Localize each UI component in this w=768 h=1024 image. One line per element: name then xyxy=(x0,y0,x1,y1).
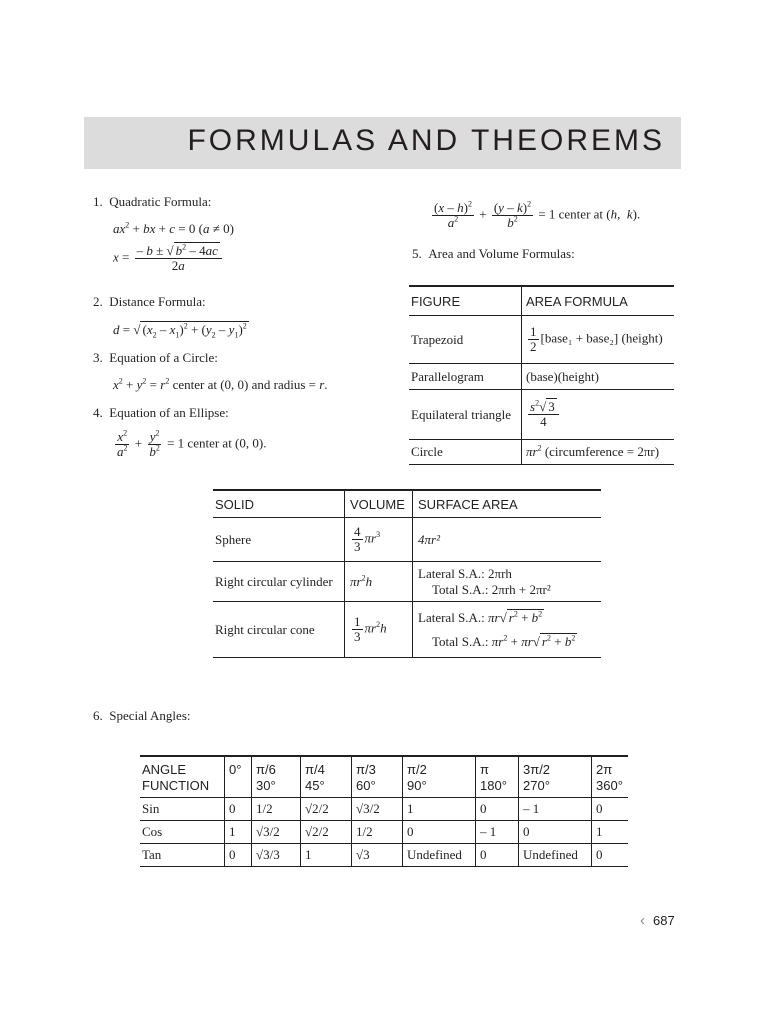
angle-deg: 60° xyxy=(356,778,376,793)
angle-rad: π/2 xyxy=(407,762,427,777)
value-cell: √3/2 xyxy=(352,798,403,821)
table-header-row xyxy=(409,286,674,316)
chevron-left-icon: ‹ xyxy=(640,912,645,929)
value-cell: 0 xyxy=(592,798,629,821)
item-number: 5. xyxy=(412,246,422,261)
value-cell: √3 xyxy=(352,844,403,867)
column-header: VOLUME xyxy=(345,490,413,518)
angle-rad: π/6 xyxy=(256,762,276,777)
value-cell: 1 xyxy=(225,821,252,844)
value-cell: 1 xyxy=(592,821,629,844)
solid-cell: Right circular cone xyxy=(213,602,345,658)
column-header: SOLID xyxy=(213,490,345,518)
angle-header xyxy=(592,756,629,798)
ellipse-offset-text: = 1 center at xyxy=(538,206,604,222)
value-cell: 0 xyxy=(592,844,629,867)
ellipse-equation: $\frac{x^2}{a^2}$ + $\frac{y^2}{b^2}$ = 1 center at (0, 0). xyxy=(117,428,267,459)
angle-deg: 45° xyxy=(305,778,325,793)
column-header: FIGURE xyxy=(409,286,522,316)
function-name: Cos xyxy=(140,821,225,844)
solid-cell: Right circular cylinder xyxy=(213,562,345,602)
value-cell: 0 xyxy=(476,798,519,821)
lateral-area: Lateral S.A.: xyxy=(418,609,485,625)
angle-rad: π xyxy=(480,762,489,777)
table-row xyxy=(140,821,628,844)
special-angles-table xyxy=(140,755,628,867)
circle-equation: $x^2 + y^2 = r^2$ center at (0, 0) and radius = r. xyxy=(113,376,328,392)
item-label: Special Angles: xyxy=(109,708,191,723)
angle-header xyxy=(403,756,476,798)
item-label: Distance Formula: xyxy=(109,294,206,309)
value-cell: 0 xyxy=(225,798,252,821)
angle-header xyxy=(519,756,592,798)
angle-deg: 90° xyxy=(407,778,427,793)
value-cell: – 1 xyxy=(476,821,519,844)
ellipse-equation-text: = 1 center at (0, 0). xyxy=(167,435,267,451)
function-label: FUNCTION xyxy=(142,778,210,793)
item-number: 4. xyxy=(93,405,103,420)
ellipse-offset-equation: $\frac{(x - h)^2}{a^2}$ + $\frac{(y - k)^2}{b^2}$ = 1 center at (h, k). xyxy=(434,199,641,230)
value-cell: √3/2 xyxy=(252,821,301,844)
table-header-row xyxy=(140,756,628,798)
surface-cell: 4πr² xyxy=(413,518,602,562)
page-title: FORMULAS AND THEOREMS xyxy=(187,124,665,157)
volume-cell: $\frac{4}{3}$ $\pi r^3$ xyxy=(345,518,413,562)
table-row xyxy=(409,364,674,390)
column-header: AREA FORMULA xyxy=(522,286,675,316)
value-cell: 0 xyxy=(519,821,592,844)
function-header xyxy=(140,756,225,798)
quadratic-formula-heading xyxy=(93,194,211,210)
angle-deg: 30° xyxy=(256,778,276,793)
angle-rad: 0° xyxy=(229,762,242,777)
area-volume-heading xyxy=(412,246,575,262)
table-row xyxy=(213,562,601,602)
value-cell: √2/2 xyxy=(301,821,352,844)
item-label: Quadratic Formula: xyxy=(109,194,212,209)
ellipse-heading xyxy=(93,405,229,421)
table-row xyxy=(140,844,628,867)
angle-deg: 360° xyxy=(596,778,623,793)
page-number-text: 687 xyxy=(653,913,675,928)
volume-cell: $\frac{1}{3}$ $\pi r^2h$ xyxy=(345,602,413,658)
table-row xyxy=(213,518,601,562)
header-bar xyxy=(84,117,681,169)
angle-header xyxy=(352,756,403,798)
distance-formula-heading xyxy=(93,294,206,310)
value-cell: √2/2 xyxy=(301,798,352,821)
table-row xyxy=(409,390,674,440)
page-number xyxy=(640,912,675,929)
value-cell: 1/2 xyxy=(252,798,301,821)
angle-header xyxy=(301,756,352,798)
item-number: 1. xyxy=(93,194,103,209)
item-number: 3. xyxy=(93,350,103,365)
value-cell: 1 xyxy=(403,798,476,821)
angle-label: ANGLE xyxy=(142,762,187,777)
formula-cell: $\frac{s^2√ 3}{4}$ xyxy=(522,390,675,440)
table-row xyxy=(213,602,601,658)
circle-equation-text: center at (0, 0) and radius = xyxy=(172,377,316,392)
angle-rad: 2π xyxy=(596,762,613,777)
area-formula-table xyxy=(409,285,674,465)
item-label: Equation of a Circle: xyxy=(109,350,218,365)
value-cell: 0 xyxy=(403,821,476,844)
value-cell: √3/3 xyxy=(252,844,301,867)
value-cell: 0 xyxy=(225,844,252,867)
value-cell: Undefined xyxy=(519,844,592,867)
formula-text: (circumference = 2πr) xyxy=(544,444,660,459)
table-row xyxy=(409,316,674,364)
column-header: SURFACE AREA xyxy=(413,490,602,518)
volume-cell: $\pi r^2h$ xyxy=(345,562,413,602)
value-cell: – 1 xyxy=(519,798,592,821)
formula-cell: $\pi r^2$ (circumference = 2πr) xyxy=(522,440,675,465)
solid-formula-table xyxy=(213,489,601,658)
total-area: Total S.A.: xyxy=(432,633,489,649)
formula-text: [base₁ + base₂] (height) xyxy=(540,330,663,346)
value-cell: 1 xyxy=(301,844,352,867)
angle-header xyxy=(476,756,519,798)
figure-cell: Circle xyxy=(409,440,522,465)
angle-rad: 3π/2 xyxy=(523,762,551,777)
item-number: 2. xyxy=(93,294,103,309)
table-header-row xyxy=(213,490,601,518)
distance-equation: d = √ $(x_2 - x_1)^2 + (y_2 - y_1)^2$ xyxy=(113,321,247,340)
quadratic-equation: $ax^2$ + bx + c = 0 (a ≠ 0) xyxy=(113,220,234,236)
value-cell: Undefined xyxy=(403,844,476,867)
item-label: Equation of an Ellipse: xyxy=(109,405,229,420)
table-row xyxy=(409,440,674,465)
circle-heading xyxy=(93,350,218,366)
surface-cell xyxy=(413,562,602,602)
item-number: 6. xyxy=(93,708,103,723)
formula-cell: (base)(height) xyxy=(522,364,675,390)
value-cell: 1/2 xyxy=(352,821,403,844)
figure-cell: Trapezoid xyxy=(409,316,522,364)
angle-header xyxy=(225,756,252,798)
angle-rad: π/4 xyxy=(305,762,325,777)
figure-cell: Equilateral triangle xyxy=(409,390,522,440)
formula-cell: $\frac{1}{2}$ [base₁ + base₂] (height) xyxy=(522,316,675,364)
function-name: Sin xyxy=(140,798,225,821)
angle-deg: 270° xyxy=(523,778,550,793)
figure-cell: Parallelogram xyxy=(409,364,522,390)
angle-deg: 180° xyxy=(480,778,507,793)
surface-cell: Lateral S.A.: πr√ $r^2 + b^2$ Total S.A.: $\pi r^2 + \pi r√$ $r^2 + b^2$ xyxy=(413,602,602,658)
table-row xyxy=(140,798,628,821)
special-angles-heading xyxy=(93,708,191,724)
quadratic-solution: x = $\frac{- b \pm √ b^2 - 4ac}{2a}$ xyxy=(113,244,224,273)
lateral-area: Lateral S.A.: 2πrh xyxy=(418,565,512,581)
solid-cell: Sphere xyxy=(213,518,345,562)
angle-rad: π/3 xyxy=(356,762,376,777)
total-area: Total S.A.: 2πrh + 2πr² xyxy=(432,581,551,597)
value-cell: 0 xyxy=(476,844,519,867)
item-label: Area and Volume Formulas: xyxy=(428,246,575,261)
function-name: Tan xyxy=(140,844,225,867)
angle-header xyxy=(252,756,301,798)
